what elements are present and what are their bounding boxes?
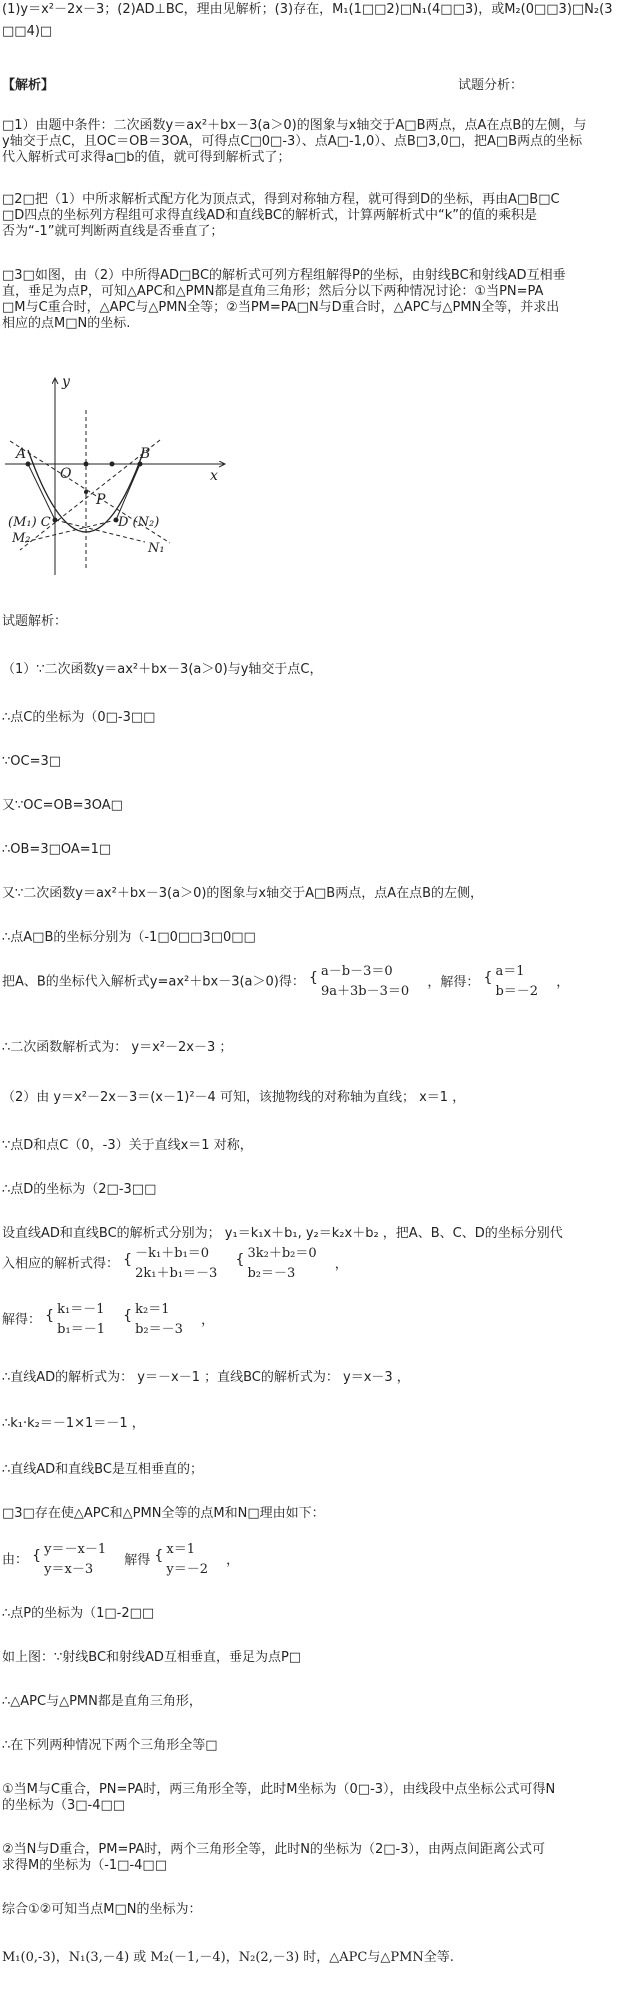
label-y: y [62,374,70,390]
solution-line: （2）由 y＝x²－2x－3＝(x－1)²－4 可知，该抛物线的对称轴为直线； x＝1 ， [2,1090,466,1105]
point-mid-right [110,462,115,467]
solution-line: ∴直线AD和直线BC是互相垂直的； [2,1462,203,1477]
solution-text: ， [556,974,570,990]
solution-line: ∴二次函数解析式为： y＝x²－2x－3 ； [2,1040,233,1055]
solution-line: ∴点P的坐标为（1□-2□□ [2,1606,155,1621]
equation: y＝－x－1 [44,1542,107,1557]
equation: k₁＝－1 [57,1302,105,1317]
analysis-line: 代入解析式可求得a□b的值，就可得到解析式了； [2,150,291,165]
label-m2: M₂ [12,531,31,546]
solution-text: 由： [2,1552,29,1568]
equation: y＝－2 [166,1562,209,1577]
solution-line: ∴△APC与△PMN都是直角三角形， [2,1694,202,1709]
equation-system: { y＝－x－1 y＝x－3 [40,1540,106,1580]
solution-line: ∴点D的坐标为（2□-3□□ [2,1182,157,1197]
equation: k₂＝1 [135,1302,170,1317]
solution-line: ①当M与C重合，PN=PA时，两三角形全等，此时M坐标为（0□-3），由线段中点坐标公式可得N [2,1782,556,1797]
analysis-line: y轴交于点C，且OC＝OB＝3OA，可得点C□0□-3）、点A□-1,0）、点B□3,0□，把A□B两点的坐标 [2,134,583,149]
label-a: A [16,446,27,462]
equation: 2k₁＋b₁＝－3 [135,1266,218,1281]
equation-system: { a－b－3＝0 9a＋3b－3＝0 [317,962,409,1002]
analysis-line: □2□把（1）中所求解析式配方化为顶点式，得到对称轴方程，就可得到D的坐标，再由A□B□C [2,192,560,207]
solution-line: 设直线AD和直线BC的解析式分别为； y₁＝k₁x＋b₁, y₂＝k₂x＋b₂ ，把A、B、C、D的坐标分别代 [2,1226,563,1241]
analysis-label: 试题分析： [458,78,524,93]
analysis-line: □D四点的坐标列方程组可求得直线AD和直线BC的解析式，计算两解析式中“k”的值的乘积是 [2,208,537,223]
label-p: P [96,492,106,508]
analysis-line: 否为“-1”就可判断两直线是否垂直了； [2,224,224,239]
label-b: B [140,446,151,462]
solution-line: □3□存在使△APC和△PMN全等的点M和N□理由如下： [2,1506,325,1521]
label-d-n2: D (N₂) [118,515,160,530]
segment-bd [116,464,140,520]
equation-system: { a＝1 b＝－2 [491,962,538,1002]
equation: b₂＝－3 [135,1322,183,1337]
solution-line: ∴在下列两种情况下两个三角形全等□ [2,1738,218,1753]
equation-system: { k₂＝1 b₂＝－3 [131,1300,183,1340]
solution-line: ∴OB=3□OA=1□ [2,842,112,857]
solution-line: ∴直线AD的解析式为： y＝－x－1 ；直线BC的解析式为： y＝x－3 ， [2,1370,410,1385]
analysis-line: □1）由题中条件：二次函数y＝ax²＋bx－3(a＞0)的图象与x轴交于A□B两点，点A在点B的左侧，与 [2,118,587,133]
point-mid-axis [84,462,89,467]
solution-text: 解得： [2,1312,42,1328]
solution-line: 的坐标为（3□-4□□ [2,1798,126,1813]
label-m1-c: (M₁) C [8,515,51,530]
solution-eq-line [2,962,569,1002]
solution-line: ②当N与D重合，PM=PA时，两个三角形全等，此时N的坐标为（2□-3），由两点间距离公式可 [2,1842,545,1857]
label-o: O [60,466,72,482]
solution-line: 求得M的坐标为（-1□-4□□ [2,1858,167,1873]
solution-text: 把A、B的坐标代入解析式y=ax²＋bx－3(a＞0)得： [2,974,305,990]
equation: 9a＋3b－3＝0 [321,984,410,999]
answer-line-1: (1)y＝x²－2x－3；(2)AD⊥BC，理由见解析；(3)存在，M₁(1□□2)□N₁(4□□3)，或M₂(0□□3)□N₂(3 [2,2,613,17]
equation: a＝1 [495,964,525,979]
equation: －k₁＋b₁＝0 [135,1246,210,1261]
solution-eq-line [2,1300,214,1340]
solution-text: 入相应的解析式得： [2,1256,120,1272]
solution-line: ∴k₁·k₂＝－1×1＝－1 ， [2,1416,145,1431]
point-p [84,490,88,494]
solution-text: ， [226,1552,240,1568]
equation: x＝1 [166,1542,196,1557]
segment-ac [28,464,55,520]
equation-system: { x＝1 y＝－2 [162,1540,208,1580]
solution-text: ， [334,1256,348,1272]
analysis-line: 直，垂足为点P，可知△APC和△PMN都是直角三角形；然后分以下两种情况讨论：①当PN=PA [2,284,544,299]
analysis-line: □3□如图，由（2）中所得AD□BC的解析式可列方程组解得P的坐标，由射线BC和射线AD互相垂 [2,268,566,283]
equation-system: { －k₁＋b₁＝0 2k₁＋b₁＝－3 [131,1244,217,1284]
equation: b＝－2 [495,984,539,999]
line-bc [20,440,160,550]
equation: a－b－3＝0 [321,964,393,979]
solution-line: ∴点A□B的坐标分别为（-1□0□□3□0□□ [2,930,256,945]
solution-line: 如上图：∵射线BC和射线AD互相垂直，垂足为点P□ [2,1650,302,1665]
point-b [138,462,143,467]
solution-eq-line [2,1244,348,1284]
equation: b₂＝－3 [247,1266,296,1281]
jiexi-label: 【解析】 [2,78,55,93]
solution-line: 综合①②可知当点M□N的坐标为： [2,1902,202,1917]
analysis-line: □M与C重合时，△APC与△PMN全等；②当PM=PA□N与D重合时，△APC与△PMN全等，并求出 [2,300,560,315]
solution-line: ∵OC=3□ [2,754,62,769]
analysis-line: 相应的点M□N的坐标. [2,316,131,331]
solution-line: ∴点C的坐标为（0□-3□□ [2,710,156,725]
solution-line: （1）∵二次函数y＝ax²＋bx－3(a＞0)与y轴交于点C， [2,662,323,677]
equation: b₁＝－1 [57,1322,105,1337]
parabola-figure [0,370,240,580]
label-x: x [210,468,218,484]
label-n1: N₁ [148,541,165,556]
solution-text: ， [201,1312,215,1328]
equation-system: { 3k₂＋b₂＝0 b₂＝－3 [243,1244,316,1284]
equation-system: { k₁＝－1 b₁＝－1 [53,1300,105,1340]
solution-conclusion: M₁(0,-3)，N₁(3,－4) 或 M₂(－1,－4)，N₂(2,－3) 时，△APC与△PMN全等. [2,1950,454,1965]
point-a [26,462,31,467]
solution-line: ∵点D和点C（0，-3）关于直线x＝1 对称， [2,1138,253,1153]
equation: 3k₂＋b₂＝0 [247,1246,317,1261]
solution-line: 又∵二次函数y＝ax²＋bx－3(a＞0)的图象与x轴交于A□B两点，点A在点B的左侧， [2,886,484,901]
solution-line: 又∵OC=OB=3OA□ [2,798,123,813]
solution-eq-line [2,1540,239,1580]
answer-line-2: □□4)□ [2,24,53,39]
point-c [53,518,58,523]
solution-label: 试题解析： [2,614,68,629]
solution-text: 解得 [124,1552,151,1568]
solution-text: ，解得： [427,974,480,990]
equation: y＝x－3 [44,1562,94,1577]
